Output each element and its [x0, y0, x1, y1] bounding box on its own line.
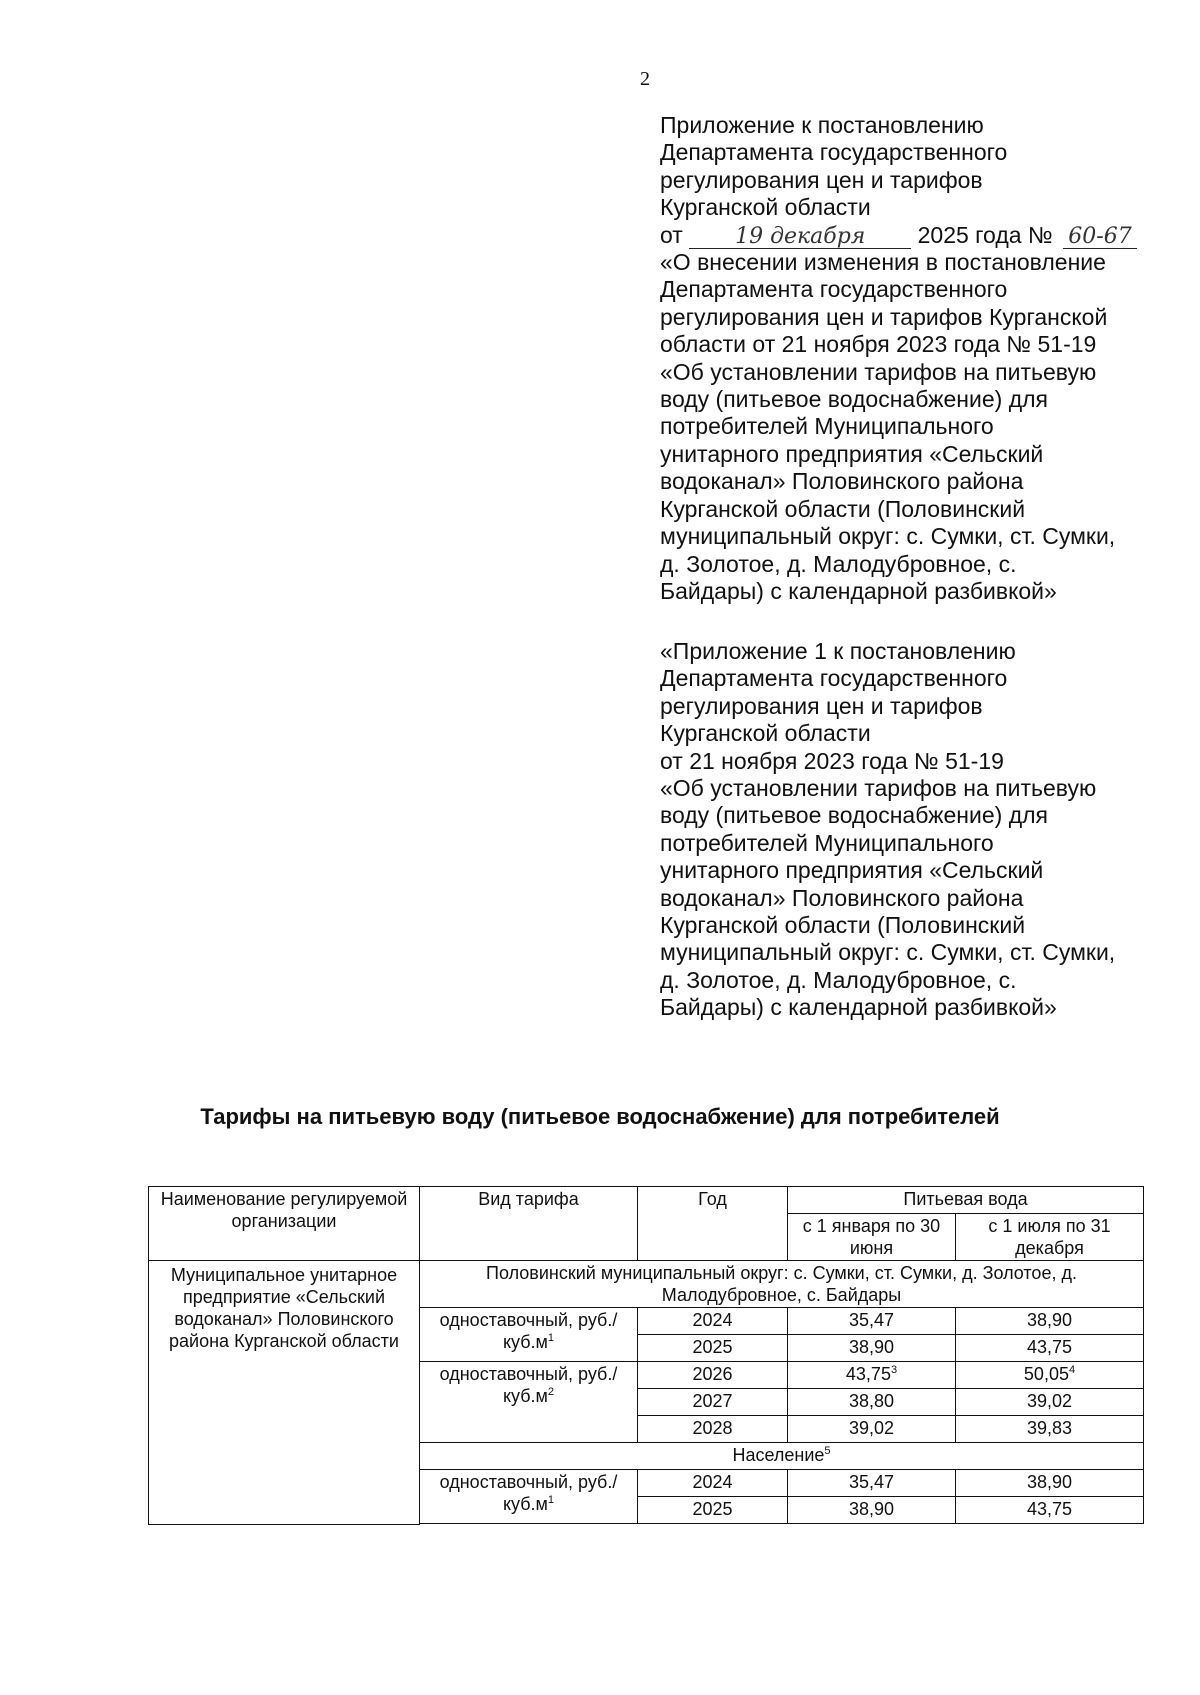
header-tariff-type: Вид тарифа	[420, 1187, 638, 1261]
header-year: Год	[638, 1187, 788, 1261]
document-title: Тарифы на питьевую воду (питьевое водоснабжение) для потребителей	[200, 1104, 1000, 1129]
year-cell: 2028	[638, 1416, 788, 1443]
population-label: Население	[732, 1445, 825, 1465]
year-cell: 2024	[638, 1470, 788, 1497]
handwritten-number: 60-67	[1063, 226, 1137, 249]
previous-annex-line: от 21 ноября 2023 года № 51-19	[660, 747, 1004, 774]
tariff-value-h1: 38,90	[788, 1497, 956, 1524]
tariff-table	[148, 1186, 1144, 1525]
tariff-value-h2: 38,90	[956, 1470, 1144, 1497]
tariff-value-h2	[956, 1362, 1144, 1389]
footnote-mark: 5	[824, 1445, 831, 1457]
previous-annex-line: Байдары) с календарной разбивкой»	[660, 994, 1057, 1021]
previous-annex-line: водоканал» Половинского района	[660, 884, 1024, 911]
year-cell: 2027	[638, 1389, 788, 1416]
tariff-value-h2: 39,83	[956, 1416, 1144, 1443]
year-cell: 2024	[638, 1308, 788, 1335]
tariff-value-h1: 38,80	[788, 1389, 956, 1416]
annex-line: Департамента государственного	[660, 276, 1008, 303]
previous-annex-line: воду (питьевое водоснабжение) для	[660, 802, 1048, 829]
previous-annex-line: потребителей Муниципального	[660, 829, 994, 856]
date-prefix: от	[660, 221, 683, 248]
tariff-type-cell	[420, 1308, 638, 1362]
header-period-2: с 1 июля по 31 декабря	[956, 1214, 1144, 1261]
annex-line: воду (питьевое водоснабжение) для	[660, 386, 1048, 413]
page-number: 2	[640, 68, 650, 90]
footnote-mark: 1	[547, 1494, 555, 1506]
tariff-type-label: одноставочный, руб./куб.м	[439, 1472, 618, 1514]
footnote-mark: 4	[1068, 1364, 1076, 1376]
tariff-value-h2: 39,02	[956, 1389, 1144, 1416]
year-cell: 2025	[638, 1335, 788, 1362]
tariff-type-cell	[420, 1470, 638, 1524]
annex-line: Курганской области	[660, 194, 871, 221]
footnote-mark: 1	[547, 1332, 555, 1344]
annex-line: Курганской области (Половинский	[660, 495, 1026, 522]
previous-annex-line: Курганской области	[660, 720, 871, 747]
annex-line: Департамента государственного	[660, 139, 1008, 166]
annex-line: «Об установлении тарифов на питьевую	[660, 358, 1097, 385]
annex-line: «О внесении изменения в постановление	[660, 249, 1106, 276]
tariff-type-label: одноставочный, руб./куб.м	[439, 1364, 618, 1406]
territory-cell: Половинский муниципальный округ: с. Сумки, ст. Сумки, д. Золотое, д. Малодубровное, с. Байдары	[420, 1261, 1144, 1308]
tariff-value-h2: 43,75	[956, 1497, 1144, 1524]
tariff-type-cell	[420, 1362, 638, 1443]
header-org: Наименование регулируемой организации	[149, 1187, 420, 1261]
previous-annex-line: унитарного предприятия «Сельский	[660, 857, 1044, 884]
previous-annex-line: муниципальный округ: с. Сумки, ст. Сумки,	[660, 939, 1116, 966]
tariff-value-h2: 38,90	[956, 1308, 1144, 1335]
header-period-1: с 1 января по 30 июня	[788, 1214, 956, 1261]
previous-annex-line: «Приложение 1 к постановлению	[660, 638, 1016, 664]
previous-annex-line: Департамента государственного	[660, 665, 1008, 692]
footnote-mark: 2	[547, 1386, 555, 1398]
year-cell: 2025	[638, 1497, 788, 1524]
annex-line: потребителей Муниципального	[660, 413, 994, 440]
tariff-value-h2: 43,75	[956, 1335, 1144, 1362]
header-row	[149, 1187, 1144, 1214]
annex-line: области от 21 ноября 2023 года № 51-19	[660, 331, 1097, 358]
annex-line: регулирования цен и тарифов	[660, 166, 983, 193]
annex-line: водоканал» Половинского района	[660, 468, 1024, 495]
tariff-value-h1: 35,47	[788, 1308, 956, 1335]
header-water: Питьевая вода	[788, 1187, 1144, 1214]
annex-line: унитарного предприятия «Сельский	[660, 440, 1044, 467]
previous-annex-line: д. Золотое, д. Малодубровное, с.	[660, 966, 1017, 993]
tariff-type-label: одноставочный, руб./куб.м	[439, 1310, 618, 1352]
annex-line: Приложение к постановлению	[660, 112, 984, 138]
footnote-mark: 3	[890, 1364, 898, 1376]
previous-annex-header	[660, 638, 1180, 1022]
previous-annex-line: «Об установлении тарифов на питьевую	[660, 775, 1097, 802]
tariff-value-h1	[788, 1362, 956, 1389]
handwritten-date: 19 декабря	[689, 226, 911, 249]
annex-line: муниципальный округ: с. Сумки, ст. Сумки,	[660, 523, 1116, 550]
annex-line: регулирования цен и тарифов Курганской	[660, 303, 1108, 330]
year-text: 2025 года №	[917, 221, 1053, 248]
year-cell: 2026	[638, 1362, 788, 1389]
annex-header	[660, 112, 1180, 605]
annex-date-line	[660, 222, 1180, 249]
annex-line: д. Золотое, д. Малодубровное, с.	[660, 550, 1017, 577]
tariff-value: 43,75	[845, 1364, 891, 1384]
previous-annex-line: Курганской области (Половинский	[660, 912, 1026, 939]
tariff-value: 50,05	[1023, 1364, 1069, 1384]
tariff-value-h1: 39,02	[788, 1416, 956, 1443]
previous-annex-line: регулирования цен и тарифов	[660, 692, 983, 719]
org-name-cell: Муниципальное унитарное предприятие «Сельский водоканал» Половинского района Курганской области	[149, 1261, 420, 1525]
spacer-row	[420, 1524, 1144, 1525]
population-cell	[420, 1443, 1144, 1470]
tariff-value-h1: 38,90	[788, 1335, 956, 1362]
annex-line: Байдары) с календарной разбивкой»	[660, 577, 1057, 604]
table-row	[149, 1261, 1144, 1308]
tariff-value-h1: 35,47	[788, 1470, 956, 1497]
